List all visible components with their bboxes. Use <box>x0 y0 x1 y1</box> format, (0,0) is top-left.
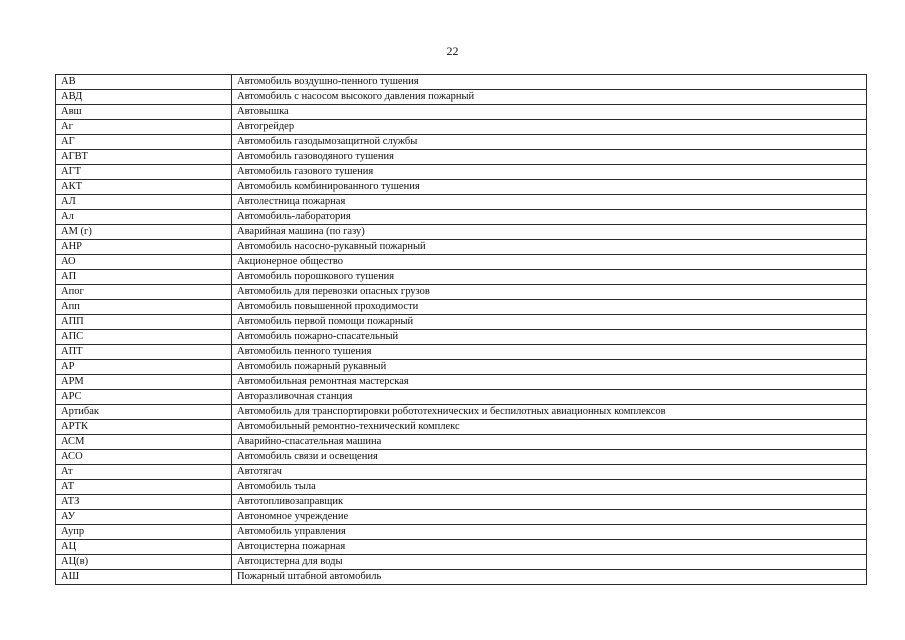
page-number: 22 <box>446 44 459 58</box>
abbreviation-cell: Апп <box>56 300 232 315</box>
description-cell: Аварийно-спасательная машина <box>232 435 867 450</box>
abbreviation-cell: АЦ(в) <box>56 555 232 570</box>
description-cell: Автомобиль насосно-рукавный пожарный <box>232 240 867 255</box>
abbreviation-cell: АПС <box>56 330 232 345</box>
description-cell: Автомобиль газоводяного тушения <box>232 150 867 165</box>
abbreviation-cell: Аупр <box>56 525 232 540</box>
description-cell: Акционерное общество <box>232 255 867 270</box>
table-row <box>56 285 867 300</box>
abbreviation-cell: АТ <box>56 480 232 495</box>
abbreviations-table <box>55 74 867 585</box>
description-cell: Автомобиль пожарно-спасательный <box>232 330 867 345</box>
abbreviation-cell: АУ <box>56 510 232 525</box>
description-cell: Авторазливочная станция <box>232 390 867 405</box>
description-cell: Автомобиль-лаборатория <box>232 210 867 225</box>
abbreviation-cell: Артибак <box>56 405 232 420</box>
table-row <box>56 480 867 495</box>
description-cell: Автомобиль порошкового тушения <box>232 270 867 285</box>
abbreviation-cell: АТЗ <box>56 495 232 510</box>
table-row <box>56 345 867 360</box>
table-row <box>56 450 867 465</box>
table-row <box>56 510 867 525</box>
description-cell: Аварийная машина (по газу) <box>232 225 867 240</box>
abbreviation-cell: АРС <box>56 390 232 405</box>
description-cell: Автомобиль с насосом высокого давления пожарный <box>232 90 867 105</box>
table-row <box>56 240 867 255</box>
table-row <box>56 405 867 420</box>
description-cell: Автовышка <box>232 105 867 120</box>
description-cell: Автомобиль воздушно-пенного тушения <box>232 75 867 90</box>
description-cell: Автомобиль газового тушения <box>232 165 867 180</box>
description-cell: Автомобиль связи и освещения <box>232 450 867 465</box>
abbreviation-cell: АСМ <box>56 435 232 450</box>
description-cell: Автогрейдер <box>232 120 867 135</box>
table-row <box>56 150 867 165</box>
table-row <box>56 390 867 405</box>
abbreviation-cell: АВД <box>56 90 232 105</box>
abbreviation-cell: АП <box>56 270 232 285</box>
abbreviation-cell: Аг <box>56 120 232 135</box>
table-row <box>56 105 867 120</box>
abbreviation-cell: АО <box>56 255 232 270</box>
abbreviation-cell: АГВТ <box>56 150 232 165</box>
table-row <box>56 225 867 240</box>
table-row <box>56 420 867 435</box>
table-row <box>56 255 867 270</box>
table-row <box>56 360 867 375</box>
abbreviation-cell: Авш <box>56 105 232 120</box>
table-row <box>56 120 867 135</box>
description-cell: Автомобиль для транспортировки робототехнических и беспилотных авиационных комплексов <box>232 405 867 420</box>
description-cell: Автолестница пожарная <box>232 195 867 210</box>
table-row <box>56 195 867 210</box>
table-row <box>56 555 867 570</box>
table-row <box>56 330 867 345</box>
abbreviation-cell: АРМ <box>56 375 232 390</box>
table-row <box>56 525 867 540</box>
table-row <box>56 135 867 150</box>
abbreviation-cell: АВ <box>56 75 232 90</box>
table-row <box>56 180 867 195</box>
abbreviation-cell: Ал <box>56 210 232 225</box>
table-row <box>56 165 867 180</box>
abbreviation-cell: Апог <box>56 285 232 300</box>
abbreviation-cell: АПП <box>56 315 232 330</box>
description-cell: Автомобиль пенного тушения <box>232 345 867 360</box>
description-cell: Автомобиль пожарный рукавный <box>232 360 867 375</box>
description-cell: Автомобиль повышенной проходимости <box>232 300 867 315</box>
description-cell: Автомобиль для перевозки опасных грузов <box>232 285 867 300</box>
table-row <box>56 75 867 90</box>
table-row <box>56 300 867 315</box>
abbreviation-cell: АМ (г) <box>56 225 232 240</box>
abbreviation-cell: АР <box>56 360 232 375</box>
abbreviation-cell: АПТ <box>56 345 232 360</box>
abbreviation-cell: АГТ <box>56 165 232 180</box>
table-row <box>56 270 867 285</box>
description-cell: Автоцистерна пожарная <box>232 540 867 555</box>
description-cell: Автономное учреждение <box>232 510 867 525</box>
description-cell: Автомобильная ремонтная мастерская <box>232 375 867 390</box>
description-cell: Автомобиль управления <box>232 525 867 540</box>
description-cell: Автотягач <box>232 465 867 480</box>
description-cell: Автотопливозаправщик <box>232 495 867 510</box>
table-row <box>56 540 867 555</box>
abbreviation-cell: АШ <box>56 570 232 585</box>
description-cell: Автомобиль газодымозащитной службы <box>232 135 867 150</box>
description-cell: Пожарный штабной автомобиль <box>232 570 867 585</box>
abbreviation-cell: АСО <box>56 450 232 465</box>
abbreviations-table-body <box>56 75 867 585</box>
table-row <box>56 495 867 510</box>
table-row <box>56 315 867 330</box>
table-row <box>56 570 867 585</box>
table-row <box>56 435 867 450</box>
abbreviation-cell: АНР <box>56 240 232 255</box>
abbreviation-cell: Ат <box>56 465 232 480</box>
description-cell: Автомобиль комбинированного тушения <box>232 180 867 195</box>
description-cell: Автомобильный ремонтно-технический комплекс <box>232 420 867 435</box>
table-row <box>56 375 867 390</box>
abbreviation-cell: АЛ <box>56 195 232 210</box>
description-cell: Автоцистерна для воды <box>232 555 867 570</box>
abbreviation-cell: АКТ <box>56 180 232 195</box>
description-cell: Автомобиль первой помощи пожарный <box>232 315 867 330</box>
abbreviation-cell: АЦ <box>56 540 232 555</box>
description-cell: Автомобиль тыла <box>232 480 867 495</box>
table-row <box>56 90 867 105</box>
abbreviation-cell: АРТК <box>56 420 232 435</box>
table-row <box>56 210 867 225</box>
abbreviation-cell: АГ <box>56 135 232 150</box>
table-row <box>56 465 867 480</box>
